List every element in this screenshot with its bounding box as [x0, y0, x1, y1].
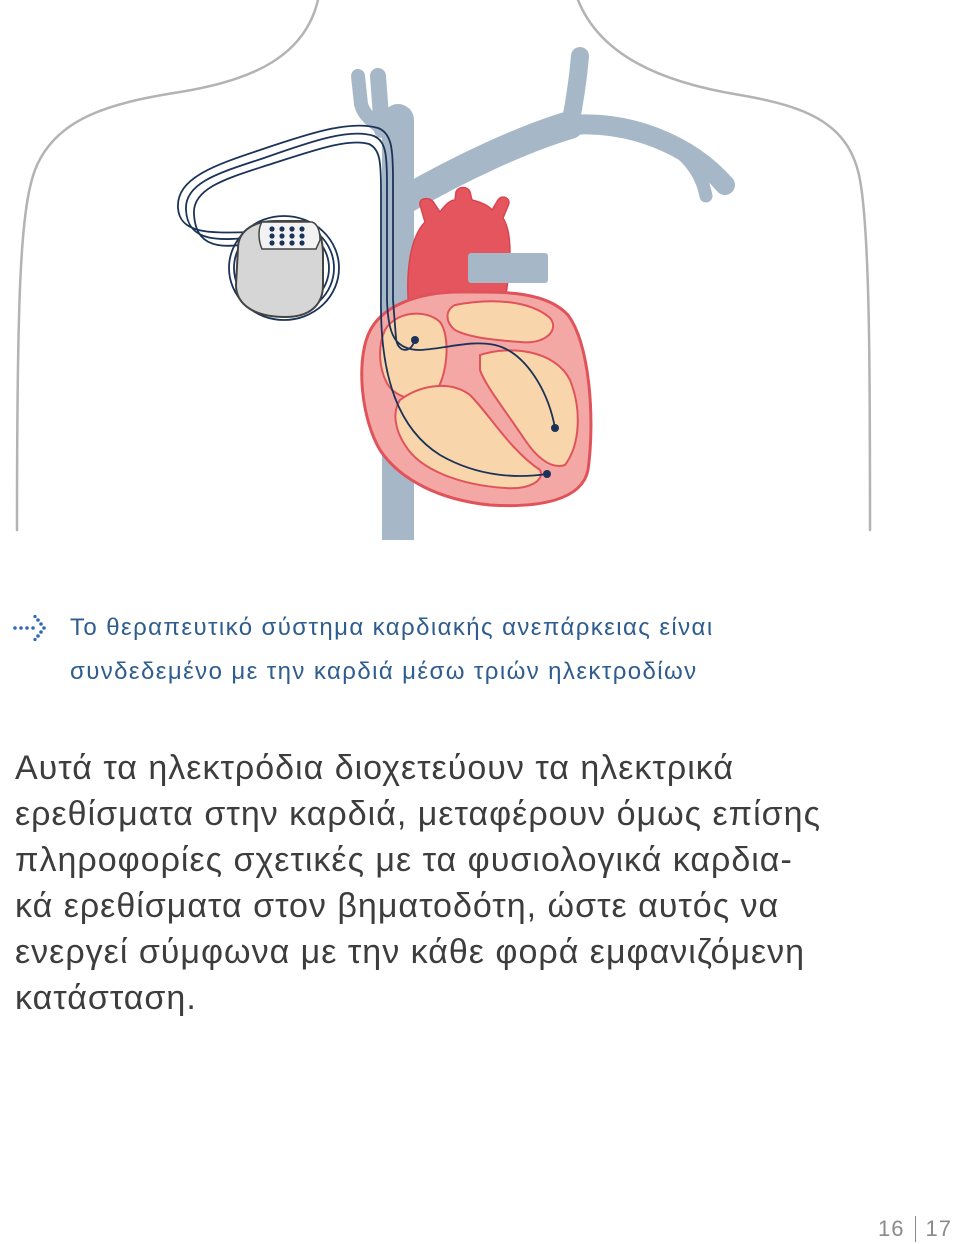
body-line: ερεθίσματα στην καρδιά, μεταφέρουν όμως επίσης — [15, 795, 821, 833]
pulmonary-vessel — [468, 253, 548, 283]
heading-line: συνδεδεμένο με την καρδιά μέσω τριών ηλεκτροδίων — [70, 658, 698, 685]
electrode-left-ventricle — [551, 424, 559, 432]
body-line: πληροφορίες σχετικές με τα φυσιολογικά καρδια- — [15, 841, 793, 879]
section-heading — [70, 606, 930, 694]
dotted-arrow-icon — [12, 614, 52, 642]
page-number-left: 16 — [878, 1216, 905, 1241]
body-line: κά ερεθίσματα στον βηματοδότη, ώστε αυτός να — [15, 887, 780, 925]
body-line: Αυτά τα ηλεκτρόδια διοχετεύουν τα ηλεκτρικά — [15, 749, 734, 787]
page-number — [878, 1214, 952, 1244]
electrode-atrial — [411, 336, 419, 344]
electrode-right-ventricle — [543, 470, 551, 478]
body-paragraph — [15, 745, 935, 1021]
brachiocephalic-vein — [405, 125, 570, 200]
heading-line: Το θεραπευτικό σύστημα καρδιακής ανεπάρκειας είναι — [70, 614, 714, 641]
body-line: κατάσταση. — [15, 979, 197, 1017]
page-number-separator — [915, 1216, 916, 1242]
pacemaker-device — [236, 221, 323, 317]
left-jugular-vein-b — [378, 76, 382, 130]
page-number-right: 17 — [925, 1216, 952, 1241]
pacemaker-illustration — [0, 0, 960, 540]
body-line: ενεργεί σύμφωνα με την κάθε φορά εμφανιζόμενη — [15, 933, 806, 971]
torso-right-outline — [578, 0, 870, 530]
